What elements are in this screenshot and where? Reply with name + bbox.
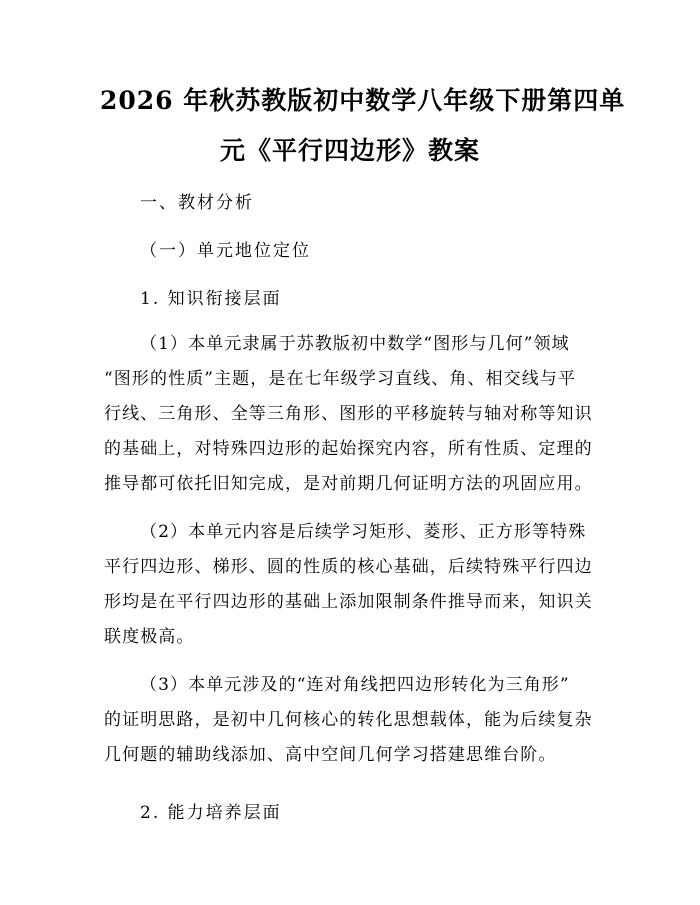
item-heading-ability-cultivation: 2. 能力培养层面: [140, 803, 282, 823]
paragraph-line: 联度极高。: [104, 627, 195, 647]
paragraph-line: 行线、三角形、全等三角形、图形的平移旋转与轴对称等知识: [104, 404, 593, 424]
paragraph-2: [104, 521, 604, 661]
section-heading-textbook-analysis: 一、教材分析: [140, 193, 254, 213]
item-heading-knowledge-connection: 1. 知识衔接层面: [140, 289, 282, 309]
paragraph-line: 的基础上，对特殊四边形的起始探究内容，所有性质、定理的: [104, 439, 593, 459]
subsection-heading-unit-position: （一）单元地位定位: [140, 241, 311, 261]
paragraph-1: [104, 333, 604, 508]
paragraph-line: 的证明思路，是初中几何核心的转化思想载体，能为后续复杂: [104, 710, 593, 730]
paragraph-line: （1）本单元隶属于苏教版初中数学“图形与几何”领域: [140, 334, 570, 354]
paragraph-line: 几何题的辅助线添加、高中空间几何学习搭建思维台阶。: [104, 745, 557, 765]
paragraph-line: 平行四边形、梯形、圆的性质的核心基础，后续特殊平行四边: [104, 557, 593, 577]
paragraph-line: 推导都可依托旧知完成，是对前期几何证明方法的巩固应用。: [104, 474, 593, 494]
paragraph-3: [104, 674, 604, 779]
document-title-line-1: 2026 年秋苏教版初中数学八年级下册第四单: [100, 86, 626, 115]
paragraph-line: （2）本单元内容是后续学习矩形、菱形、正方形等特殊: [140, 522, 587, 542]
paragraph-line: （3）本单元涉及的“连对角线把四边形转化为三角形”: [140, 675, 570, 695]
paragraph-line: 形均是在平行四边形的基础上添加限制条件推导而来，知识关: [104, 592, 593, 612]
document-title-line-2: 元《平行四边形》教案: [219, 136, 480, 165]
paragraph-line: “图形的性质”主题，是在七年级学习直线、角、相交线与平: [104, 369, 577, 389]
